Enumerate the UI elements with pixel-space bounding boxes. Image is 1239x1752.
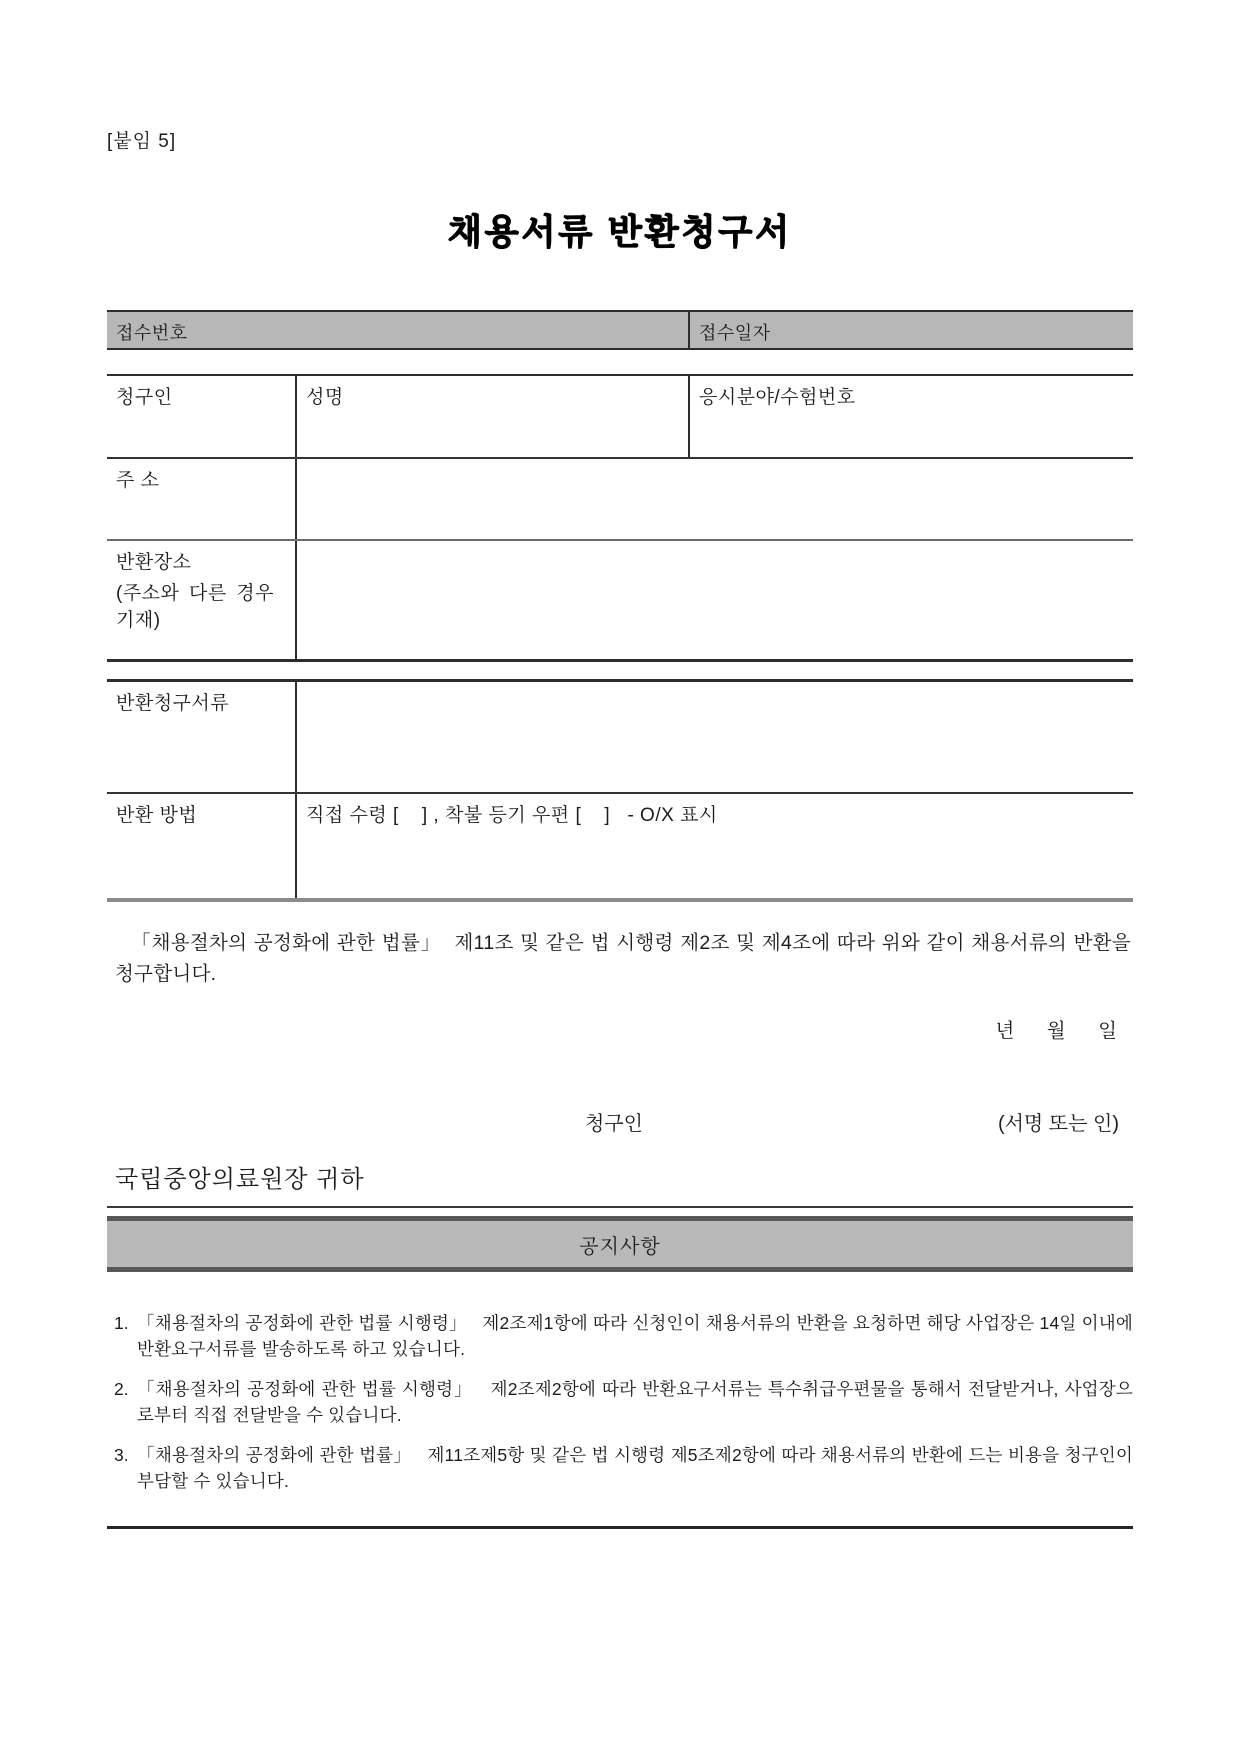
table-row [107,541,1133,659]
notice-header-label: 공지사항 [579,1235,661,1258]
return-place-value-cell [295,541,1133,659]
field-exam-cell [688,376,1133,457]
applicant-table [107,374,1133,662]
receipt-table [107,310,1133,350]
receipt-date-label: 접수일자 [699,323,771,343]
declaration-paragraph: 「채용절차의 공정화에 관한 법률」 제11조 및 같은 법 시행령 제2조 및 제4조에 따라 위와 같이 채용서류의 반환을 청구합니다. [115,932,1137,985]
receipt-number-label: 접수번호 [116,323,188,343]
table-row [107,459,1133,541]
table-row [107,794,1133,898]
request-table [107,679,1133,902]
return-place-note: (주소와 다른 경우 기재) [116,583,274,631]
signature-note: (서명 또는 인) [997,1113,1119,1135]
method-label: 반환 방법 [116,805,198,826]
field-exam-label: 응시분야/수험번호 [699,387,856,408]
notice-list [107,1310,1139,1494]
method-label-cell [107,794,295,898]
claimant-label-cell [107,376,295,457]
signer-label: 청구인 [585,1113,643,1135]
address-value-cell [295,459,1133,539]
documents-value-cell [295,682,1133,792]
name-cell [295,376,688,457]
notice-item-number: 1. [114,1313,129,1333]
list-item [107,1376,1133,1428]
notice-item-number: 2. [114,1379,129,1399]
name-label: 성명 [306,387,344,408]
method-value-cell [295,794,1133,898]
attachment-label: [붙임 5] [107,131,177,152]
list-item [107,1310,1139,1362]
documents-label-cell [107,682,295,792]
signer-row [107,1107,1133,1135]
date-line: 년 월 일 [995,1020,1117,1042]
address-label-cell [107,459,295,539]
notice-item-number: 3. [114,1445,129,1465]
table-row [107,682,1133,794]
address-label: 주 소 [116,470,160,491]
return-place-label: 반환장소 [116,552,192,573]
notice-item-text: 「채용절차의 공정화에 관한 법률 시행령」 제2조제2항에 따라 반환요구서류는 특수취급우편물을 통해서 전달받거나, 사업장으로부터 직접 전달받을 수 있습니다. [137,1379,1133,1425]
claimant-label: 청구인 [116,387,173,408]
list-item [107,1442,1139,1494]
method-value: 직접 수령 [ ] , 착불 등기 우편 [ ] - O/X 표시 [306,805,718,826]
recipient-line: 국립중앙의료원장 귀하 [115,1166,365,1193]
notice-header-bar [107,1216,1133,1272]
return-place-label-cell [107,541,295,659]
receipt-date-cell [688,312,1133,348]
bottom-rule [107,1526,1133,1529]
divider-rule [107,1206,1133,1208]
notice-item-text: 「채용절차의 공정화에 관한 법률 시행령」 제2조제1항에 따라 신청인이 채용서류의 반환을 요청하면 해당 사업장은 14일 이내에 반환요구서류를 발송하도록 하고 있습니다. [137,1313,1139,1359]
receipt-number-cell [107,312,688,348]
notice-item-text: 「채용절차의 공정화에 관한 법률」 제11조제5항 및 같은 법 시행령 제5조제2항에 따라 채용서류의 반환에 드는 비용을 청구인이 부담할 수 있습니다. [137,1445,1139,1491]
page-title: 채용서류 반환청구서 [447,213,792,252]
table-row [107,376,1133,459]
documents-label: 반환청구서류 [116,693,230,714]
